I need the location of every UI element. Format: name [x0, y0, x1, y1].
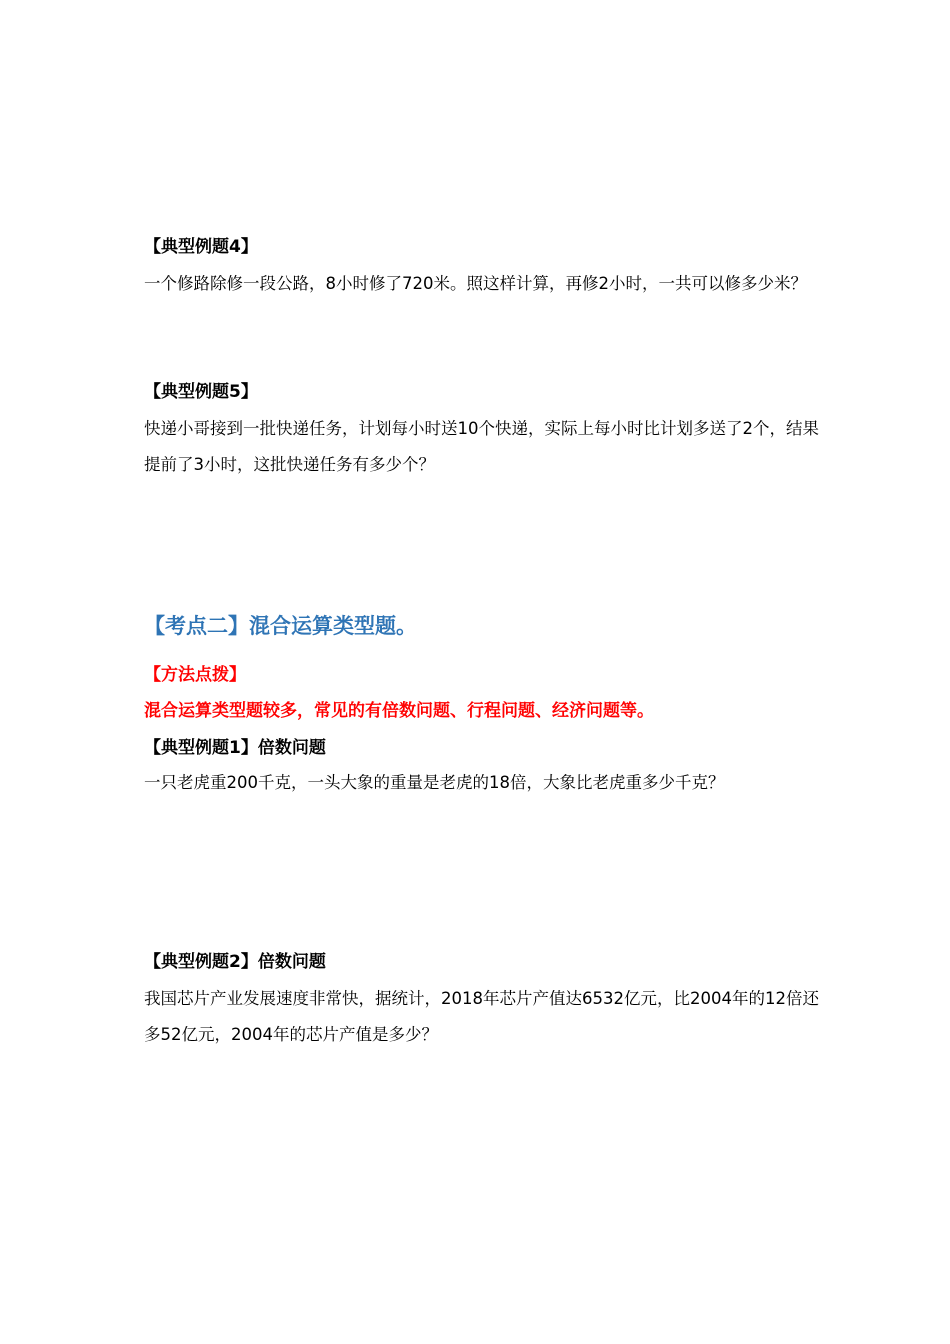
- example-2-text: 我国芯片产业发展速度非常快，据统计，2018年芯片产值达6532亿元，比2004年的12倍还多52亿元，2004年的芯片产值是多少？: [144, 989, 819, 1044]
- example-2-heading: 【典型例题2】倍数问题: [144, 952, 326, 972]
- section-2-title: 【考点二】混合运算类型题。: [144, 614, 417, 638]
- example-5-text: 快递小哥接到一批快递任务，计划每小时送10个快递，实际上每小时比计划多送了2个，结果提前了3小时，这批快递任务有多少个？: [144, 419, 819, 474]
- example-1-heading: 【典型例题1】倍数问题: [144, 738, 326, 758]
- example-4: [144, 236, 824, 302]
- example-2: [144, 951, 824, 1053]
- example-5: [144, 381, 824, 483]
- section-2: [144, 612, 824, 640]
- example-1: [144, 737, 824, 801]
- example-1-text: 一只老虎重200千克，一头大象的重量是老虎的18倍，大象比老虎重多少千克？: [144, 773, 725, 792]
- method-label: 【方法点拨】: [144, 665, 246, 685]
- method-text: 混合运算类型题较多，常见的有倍数问题、行程问题、经济问题等。: [144, 701, 654, 721]
- example-4-text: 一个修路除修一段公路，8小时修了720米。照这样计算，再修2小时，一共可以修多少米？: [144, 274, 807, 293]
- example-4-heading: 【典型例题4】: [144, 237, 258, 257]
- method-tip: [144, 664, 824, 722]
- example-5-heading: 【典型例题5】: [144, 382, 258, 402]
